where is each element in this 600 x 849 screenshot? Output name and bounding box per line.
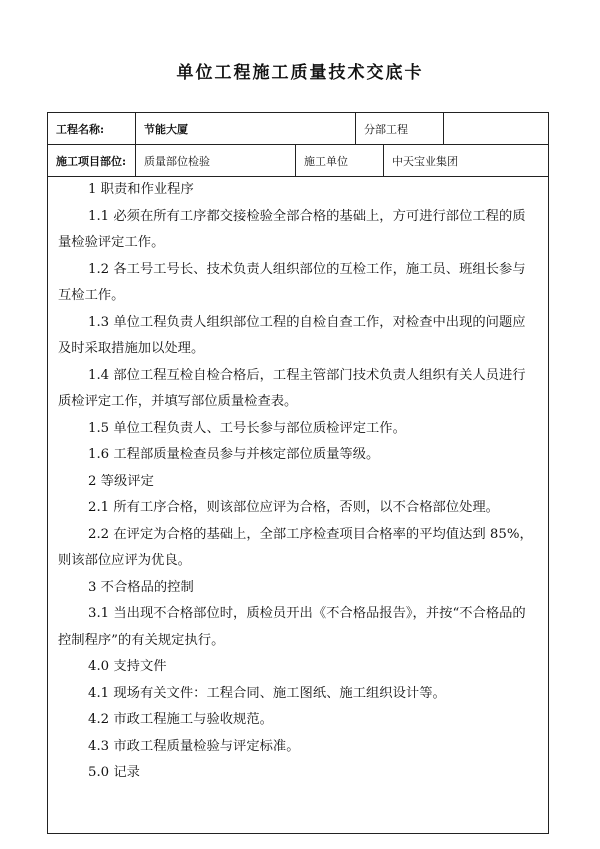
clause-paragraph: 1.3 单位工程负责人组织部位工程的自检自查工作，对检查中出现的问题应及时采取措施加以处理。 — [58, 314, 526, 356]
sub-project-value — [444, 113, 550, 144]
section-heading: 4.0 支持文件 — [88, 659, 167, 674]
clause-paragraph: 1.6 工程部质量检查员参与并核定部位质量等级。 — [88, 447, 380, 462]
section-heading: 3 不合格品的控制 — [88, 579, 194, 595]
clause-paragraph: 2.1 所有工序合格，则该部位应评为合格，否则，以不合格部位处理。 — [88, 500, 499, 515]
clause-paragraph: 1.4 部位工程互检自检合格后，工程主管部门技术负责人组织有关人员进行质检评定工作，并填写部位质量检查表。 — [58, 367, 526, 409]
project-name-label: 工程名称: — [48, 113, 136, 144]
clause-paragraph: 3.1 当出现不合格部位时，质检员开出《不合格品报告》，并按“不合格品的控制程序”的有关规定执行。 — [58, 606, 526, 648]
document-title: 单位工程施工质量技术交底卡 — [176, 63, 424, 83]
sub-project-label: 分部工程 — [356, 113, 444, 144]
clause-paragraph: 1.5 单位工程负责人、工号长参与部位质检评定工作。 — [88, 420, 406, 436]
clause-paragraph: 1.1 必须在所有工序都交接检验全部合格的基础上，方可进行部位工程的质量检验评定工作。 — [58, 208, 526, 250]
section-heading: 1 职责和作业程序 — [88, 182, 194, 197]
unit-value: 中天宝业集团 — [392, 154, 458, 168]
clause-paragraph: 4.1 现场有关文件：工程合同、施工图纸、施工组织设计等。 — [88, 685, 446, 701]
disclosure-content — [48, 177, 548, 787]
clause-paragraph: 4.3 市政工程质量检验与评定标准。 — [88, 738, 300, 754]
unit-label: 施工单位 — [296, 145, 384, 176]
clause-paragraph: 1.2 各工号工号长、技术负责人组织部位的互检工作，施工员、班组长参与互检工作。 — [58, 261, 526, 303]
header-row-1 — [48, 113, 548, 145]
section-heading: 5.0 记录 — [88, 765, 140, 780]
item-label: 施工项目部位: — [48, 145, 136, 176]
header-row-2 — [48, 145, 548, 177]
clause-paragraph: 4.2 市政工程施工与验收规范。 — [88, 712, 273, 727]
clause-paragraph: 2.2 在评定为合格的基础上，全部工序检查项目合格率的平均值达到 85%，则该部位应评为优良。 — [58, 526, 533, 568]
disclosure-card — [47, 112, 549, 834]
section-heading: 2 等级评定 — [88, 473, 154, 489]
project-name-value: 节能大厦 — [136, 113, 356, 144]
item-value: 质量部位检验 — [136, 145, 296, 176]
